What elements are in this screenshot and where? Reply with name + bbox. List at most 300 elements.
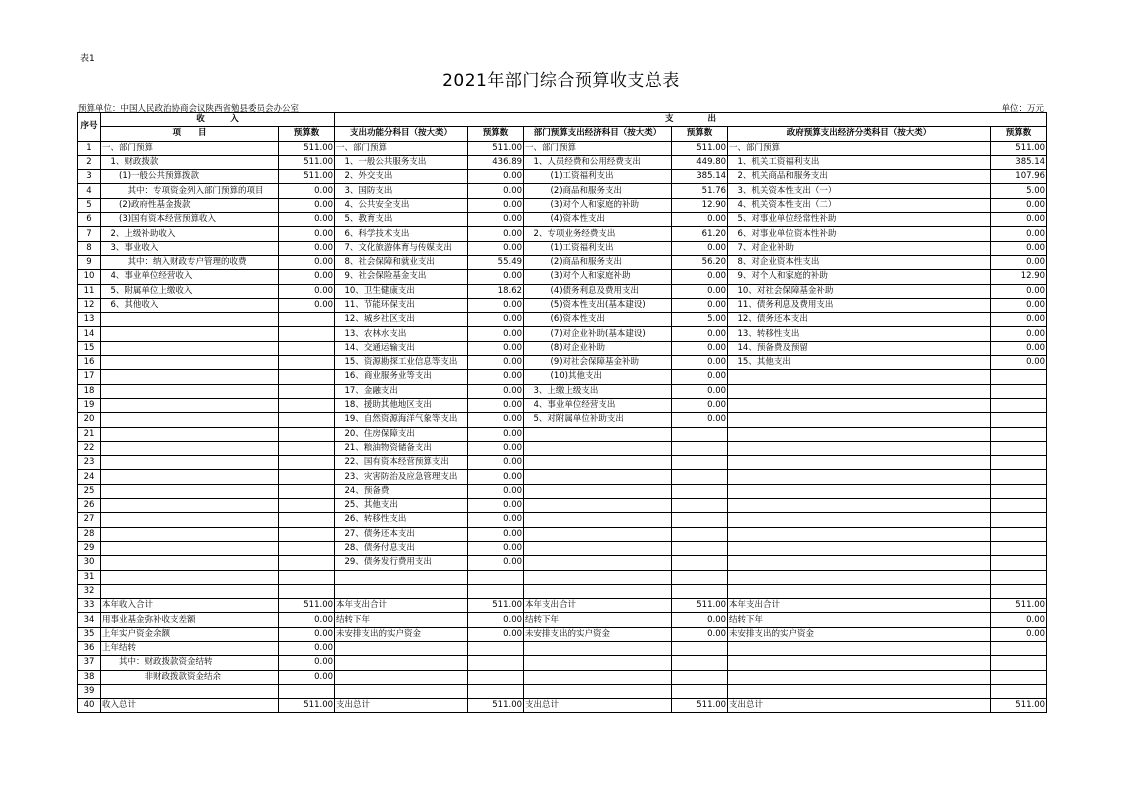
income-value: 0.00 [279, 241, 335, 255]
income-item [101, 384, 279, 398]
gov-econ-value: 0.00 [991, 327, 1047, 341]
income-item: (2)政府性基金拨款 [101, 198, 279, 212]
item-header: 项 目 [101, 127, 279, 141]
func-subject: 26、转移性支出 [335, 513, 468, 527]
gov-econ-subject: 5、对事业单位经常性补助 [728, 213, 991, 227]
row-number: 26 [78, 499, 101, 513]
row-number: 8 [78, 241, 101, 255]
func-subject-value: 0.00 [468, 556, 524, 570]
func-subject-value: 436.89 [468, 155, 524, 169]
gov-econ-value: 12.90 [991, 270, 1047, 284]
gov-econ-subject [728, 499, 991, 513]
func-subject-value: 0.00 [468, 527, 524, 541]
func-subject: 21、粮油物资储备支出 [335, 441, 468, 455]
func-subject-value: 0.00 [468, 356, 524, 370]
dept-econ-value: 61.20 [672, 227, 728, 241]
gov-econ-value: 511.00 [991, 141, 1047, 155]
func-subject: 支出总计 [335, 699, 468, 713]
income-value [279, 499, 335, 513]
income-item [101, 456, 279, 470]
func-subject-value: 0.00 [468, 198, 524, 212]
row-number: 10 [78, 270, 101, 284]
gov-econ-value [991, 556, 1047, 570]
dept-econ-value: 0.00 [672, 398, 728, 412]
income-value [279, 684, 335, 698]
income-value: 511.00 [279, 141, 335, 155]
row-number: 16 [78, 356, 101, 370]
table-row [78, 155, 1047, 169]
dept-econ-value: 0.00 [672, 384, 728, 398]
func-subject: 14、交通运输支出 [335, 341, 468, 355]
dept-econ-subject [524, 641, 672, 655]
func-subject-value: 0.00 [468, 241, 524, 255]
gov-econ-value [991, 398, 1047, 412]
table-row [78, 213, 1047, 227]
dept-econ-subject: 一、部门预算 [524, 141, 672, 155]
gov-econ-value [991, 570, 1047, 584]
row-number: 23 [78, 456, 101, 470]
gov-econ-value: 0.00 [991, 627, 1047, 641]
row-number: 4 [78, 184, 101, 198]
dept-econ-value [672, 641, 728, 655]
income-item [101, 398, 279, 412]
dept-econ-subject: 本年支出合计 [524, 599, 672, 613]
dept-econ-value [672, 670, 728, 684]
func-subject [335, 584, 468, 598]
func-subject: 29、债务发行费用支出 [335, 556, 468, 570]
table-row [78, 341, 1047, 355]
row-number: 19 [78, 398, 101, 412]
row-number: 3 [78, 170, 101, 184]
gov-econ-value [991, 656, 1047, 670]
func-subject [335, 656, 468, 670]
table-row [78, 599, 1047, 613]
income-value [279, 541, 335, 555]
func-subject-value: 0.00 [468, 427, 524, 441]
dept-econ-value [672, 513, 728, 527]
func-subject: 17、金融支出 [335, 384, 468, 398]
func-subject-value: 511.00 [468, 699, 524, 713]
func-subject: 1、一般公共服务支出 [335, 155, 468, 169]
gov-econ-value: 0.00 [991, 255, 1047, 269]
dept-econ-subject: (2)商品和服务支出 [524, 184, 672, 198]
row-number: 15 [78, 341, 101, 355]
row-number: 35 [78, 627, 101, 641]
gov-econ-value: 511.00 [991, 699, 1047, 713]
sheet-label: 表1 [80, 54, 95, 64]
gov-econ-subject [728, 556, 991, 570]
row-number: 18 [78, 384, 101, 398]
table-row [78, 570, 1047, 584]
income-item: 其中：专项资金列入部门预算的项目 [101, 184, 279, 198]
dept-econ-value: 5.00 [672, 313, 728, 327]
func-subject-value [468, 570, 524, 584]
func-subject [335, 684, 468, 698]
budget-header: 预算数 [672, 127, 728, 141]
income-item: 其中：纳入财政专户管理的收费 [101, 255, 279, 269]
income-value [279, 470, 335, 484]
func-subject-value: 0.00 [468, 513, 524, 527]
income-item: 6、其他收入 [101, 298, 279, 312]
gov-econ-value [991, 641, 1047, 655]
func-subject-value: 0.00 [468, 341, 524, 355]
dept-econ-subject [524, 427, 672, 441]
table-row [78, 456, 1047, 470]
gov-econ-value [991, 456, 1047, 470]
income-item: (3)国有资本经营预算收入 [101, 213, 279, 227]
income-value: 0.00 [279, 641, 335, 655]
income-value: 511.00 [279, 699, 335, 713]
gov-econ-subject [728, 541, 991, 555]
gov-econ-value [991, 527, 1047, 541]
budget-header: 预算数 [279, 127, 335, 141]
gov-econ-subject: 10、对社会保障基金补助 [728, 284, 991, 298]
func-subject: 19、自然资源海洋气象等支出 [335, 413, 468, 427]
gov-econ-subject [728, 641, 991, 655]
func-subject-value [468, 670, 524, 684]
func-subject-value [468, 684, 524, 698]
income-value: 0.00 [279, 255, 335, 269]
table-row [78, 141, 1047, 155]
table-row [78, 313, 1047, 327]
func-subject: 4、公共安全支出 [335, 198, 468, 212]
gov-econ-subject [728, 670, 991, 684]
dept-econ-header: 部门预算支出经济科目（按大类） [524, 127, 672, 141]
func-subject: 23、灾害防治及应急管理支出 [335, 470, 468, 484]
gov-econ-value [991, 584, 1047, 598]
dept-econ-value [672, 484, 728, 498]
gov-econ-value [991, 384, 1047, 398]
dept-econ-subject [524, 556, 672, 570]
func-subject-value: 0.00 [468, 541, 524, 555]
dept-econ-subject: 4、事业单位经营支出 [524, 398, 672, 412]
func-subject: 6、科学技术支出 [335, 227, 468, 241]
income-value: 0.00 [279, 656, 335, 670]
income-item [101, 484, 279, 498]
table-row [78, 384, 1047, 398]
func-subject: 25、其他支出 [335, 499, 468, 513]
dept-econ-subject: (1)工资福利支出 [524, 170, 672, 184]
income-value: 0.00 [279, 213, 335, 227]
table-row [78, 541, 1047, 555]
dept-econ-value [672, 556, 728, 570]
dept-econ-subject [524, 456, 672, 470]
func-subject-value: 511.00 [468, 599, 524, 613]
gov-econ-value [991, 541, 1047, 555]
row-number: 37 [78, 656, 101, 670]
income-item [101, 370, 279, 384]
row-number: 20 [78, 413, 101, 427]
func-subject-value: 0.00 [468, 213, 524, 227]
dept-econ-value: 0.00 [672, 270, 728, 284]
table-row [78, 641, 1047, 655]
dept-econ-subject: 支出总计 [524, 699, 672, 713]
table-row [78, 527, 1047, 541]
gov-econ-subject: 2、机关商品和服务支出 [728, 170, 991, 184]
func-subject: 12、城乡社区支出 [335, 313, 468, 327]
func-subject: 3、国防支出 [335, 184, 468, 198]
budget-header: 预算数 [991, 127, 1047, 141]
row-number: 12 [78, 298, 101, 312]
row-number: 6 [78, 213, 101, 227]
table-row [78, 484, 1047, 498]
func-subject-value: 0.00 [468, 170, 524, 184]
func-subject: 16、商业服务业等支出 [335, 370, 468, 384]
row-number: 21 [78, 427, 101, 441]
gov-econ-value [991, 441, 1047, 455]
dept-econ-value: 385.14 [672, 170, 728, 184]
dept-econ-subject [524, 499, 672, 513]
table-row [78, 470, 1047, 484]
income-item [101, 527, 279, 541]
dept-econ-value: 511.00 [672, 141, 728, 155]
dept-econ-value: 0.00 [672, 413, 728, 427]
income-value: 511.00 [279, 599, 335, 613]
income-value: 0.00 [279, 627, 335, 641]
income-value [279, 556, 335, 570]
dept-econ-value: 0.00 [672, 370, 728, 384]
table-row [78, 627, 1047, 641]
func-subject-value: 0.00 [468, 441, 524, 455]
gov-econ-value [991, 370, 1047, 384]
income-item [101, 584, 279, 598]
dept-econ-subject: (5)资本性支出(基本建设) [524, 298, 672, 312]
table-row [78, 699, 1047, 713]
row-number: 36 [78, 641, 101, 655]
gov-econ-subject [728, 656, 991, 670]
income-item: 上年结转 [101, 641, 279, 655]
table-row [78, 556, 1047, 570]
func-subject-value: 0.00 [468, 484, 524, 498]
table-row [78, 427, 1047, 441]
func-subject-value: 0.00 [468, 613, 524, 627]
gov-econ-subject [728, 484, 991, 498]
income-item [101, 541, 279, 555]
row-number: 14 [78, 327, 101, 341]
table-row [78, 499, 1047, 513]
gov-econ-subject [728, 470, 991, 484]
income-item: 3、事业收入 [101, 241, 279, 255]
gov-econ-value: 0.00 [991, 198, 1047, 212]
gov-econ-value [991, 484, 1047, 498]
table-row [78, 584, 1047, 598]
row-number: 30 [78, 556, 101, 570]
income-item [101, 341, 279, 355]
table-row [78, 255, 1047, 269]
income-item: 其中：财政拨款资金结转 [101, 656, 279, 670]
dept-econ-subject: (7)对企业补助(基本建设) [524, 327, 672, 341]
gov-econ-subject: 4、机关资本性支出（二） [728, 198, 991, 212]
func-subject-value: 0.00 [468, 184, 524, 198]
currency-unit: 单位：万元 [1001, 104, 1044, 114]
income-header: 收 入 [101, 113, 335, 127]
income-item: 用事业基金弥补收支差额 [101, 613, 279, 627]
gov-econ-subject: 支出总计 [728, 699, 991, 713]
budget-header: 预算数 [468, 127, 524, 141]
income-value [279, 527, 335, 541]
dept-econ-subject: 3、上缴上级支出 [524, 384, 672, 398]
dept-econ-subject: (1)工资福利支出 [524, 241, 672, 255]
income-value [279, 584, 335, 598]
gov-econ-subject [728, 513, 991, 527]
gov-econ-subject [728, 427, 991, 441]
dept-econ-subject: (2)商品和服务支出 [524, 255, 672, 269]
table-row [78, 670, 1047, 684]
func-subject [335, 570, 468, 584]
gov-econ-value [991, 670, 1047, 684]
dept-econ-subject [524, 541, 672, 555]
func-subject: 24、预备费 [335, 484, 468, 498]
gov-econ-subject: 8、对企业资本性支出 [728, 255, 991, 269]
income-item: 非财政拨款资金结余 [101, 670, 279, 684]
dept-econ-value: 56.20 [672, 255, 728, 269]
dept-econ-subject [524, 470, 672, 484]
row-number: 38 [78, 670, 101, 684]
table-row [78, 413, 1047, 427]
income-value [279, 398, 335, 412]
income-value: 0.00 [279, 270, 335, 284]
table-row [78, 227, 1047, 241]
dept-econ-value: 0.00 [672, 341, 728, 355]
func-subject-value: 0.00 [468, 499, 524, 513]
gov-econ-subject: 11、债务利息及费用支出 [728, 298, 991, 312]
dept-econ-value [672, 456, 728, 470]
income-value: 0.00 [279, 284, 335, 298]
func-subject-value: 55.49 [468, 255, 524, 269]
gov-econ-value: 0.00 [991, 313, 1047, 327]
func-subject: 8、社会保障和就业支出 [335, 255, 468, 269]
income-item: 一、部门预算 [101, 141, 279, 155]
gov-econ-value [991, 427, 1047, 441]
row-number: 33 [78, 599, 101, 613]
dept-econ-value [672, 441, 728, 455]
func-subject: 10、卫生健康支出 [335, 284, 468, 298]
gov-econ-subject [728, 441, 991, 455]
income-value [279, 484, 335, 498]
gov-econ-value: 0.00 [991, 284, 1047, 298]
income-item: 4、事业单位经营收入 [101, 270, 279, 284]
dept-econ-subject: 5、对附属单位补助支出 [524, 413, 672, 427]
gov-econ-value [991, 513, 1047, 527]
dept-econ-subject [524, 584, 672, 598]
dept-econ-value [672, 656, 728, 670]
income-item [101, 313, 279, 327]
dept-econ-subject: (3)对个人和家庭的补助 [524, 198, 672, 212]
income-value [279, 513, 335, 527]
dept-econ-value [672, 684, 728, 698]
dept-econ-value [672, 499, 728, 513]
gov-econ-value: 385.14 [991, 155, 1047, 169]
income-item [101, 499, 279, 513]
gov-econ-value [991, 499, 1047, 513]
gov-econ-subject [728, 398, 991, 412]
budget-unit: 预算单位：中国人民政治协商会议陕西省勉县委员会办公室 [78, 104, 300, 114]
table-row [78, 613, 1047, 627]
income-item [101, 327, 279, 341]
dept-econ-subject [524, 513, 672, 527]
gov-econ-subject [728, 384, 991, 398]
func-subject-value [468, 656, 524, 670]
income-item [101, 356, 279, 370]
row-number: 40 [78, 699, 101, 713]
gov-econ-value: 0.00 [991, 241, 1047, 255]
func-subject: 2、外交支出 [335, 170, 468, 184]
gov-econ-value: 0.00 [991, 227, 1047, 241]
income-value: 0.00 [279, 198, 335, 212]
gov-econ-value: 0.00 [991, 341, 1047, 355]
income-value [279, 456, 335, 470]
income-item: 本年收入合计 [101, 599, 279, 613]
dept-econ-value: 0.00 [672, 327, 728, 341]
func-subject-value [468, 641, 524, 655]
func-subject: 5、教育支出 [335, 213, 468, 227]
row-number: 29 [78, 541, 101, 555]
row-number: 11 [78, 284, 101, 298]
dept-econ-value: 0.00 [672, 213, 728, 227]
income-item [101, 427, 279, 441]
table-row [78, 513, 1047, 527]
gov-econ-subject [728, 527, 991, 541]
dept-econ-subject: (8)对企业补助 [524, 341, 672, 355]
gov-econ-subject: 结转下年 [728, 613, 991, 627]
income-value: 511.00 [279, 170, 335, 184]
gov-econ-value: 0.00 [991, 613, 1047, 627]
seq-header: 序号 [78, 113, 101, 142]
gov-econ-subject: 未安排支出的实户资金 [728, 627, 991, 641]
table-row [78, 241, 1047, 255]
row-number: 39 [78, 684, 101, 698]
income-value: 0.00 [279, 227, 335, 241]
dept-econ-value [672, 541, 728, 555]
budget-table [77, 112, 1047, 713]
dept-econ-subject: (9)对社会保障基金补助 [524, 356, 672, 370]
dept-econ-value: 511.00 [672, 599, 728, 613]
dept-econ-subject [524, 570, 672, 584]
func-subject-value: 0.00 [468, 227, 524, 241]
dept-econ-value [672, 427, 728, 441]
page-title: 2021年部门综合预算收支总表 [442, 71, 680, 91]
income-item [101, 556, 279, 570]
gov-econ-value: 0.00 [991, 298, 1047, 312]
func-subject-value: 0.00 [468, 398, 524, 412]
gov-econ-subject: 1、机关工资福利支出 [728, 155, 991, 169]
func-subject-value: 511.00 [468, 141, 524, 155]
income-value [279, 427, 335, 441]
func-subject: 28、债务付息支出 [335, 541, 468, 555]
func-subject [335, 641, 468, 655]
row-number: 25 [78, 484, 101, 498]
income-value [279, 341, 335, 355]
gov-econ-value: 5.00 [991, 184, 1047, 198]
func-subject: 结转下年 [335, 613, 468, 627]
dept-econ-value: 0.00 [672, 241, 728, 255]
table-row [78, 184, 1047, 198]
income-item: (1)一般公共预算拨款 [101, 170, 279, 184]
income-item [101, 470, 279, 484]
row-number: 13 [78, 313, 101, 327]
dept-econ-value: 0.00 [672, 356, 728, 370]
income-item: 5、附属单位上缴收入 [101, 284, 279, 298]
gov-econ-subject [728, 684, 991, 698]
income-value: 0.00 [279, 184, 335, 198]
func-subject: 一、部门预算 [335, 141, 468, 155]
dept-econ-subject [524, 527, 672, 541]
gov-econ-subject: 一、部门预算 [728, 141, 991, 155]
income-value: 0.00 [279, 613, 335, 627]
dept-econ-value: 0.00 [672, 284, 728, 298]
income-value [279, 356, 335, 370]
gov-econ-header: 政府预算支出经济分类科目（按大类） [728, 127, 991, 141]
